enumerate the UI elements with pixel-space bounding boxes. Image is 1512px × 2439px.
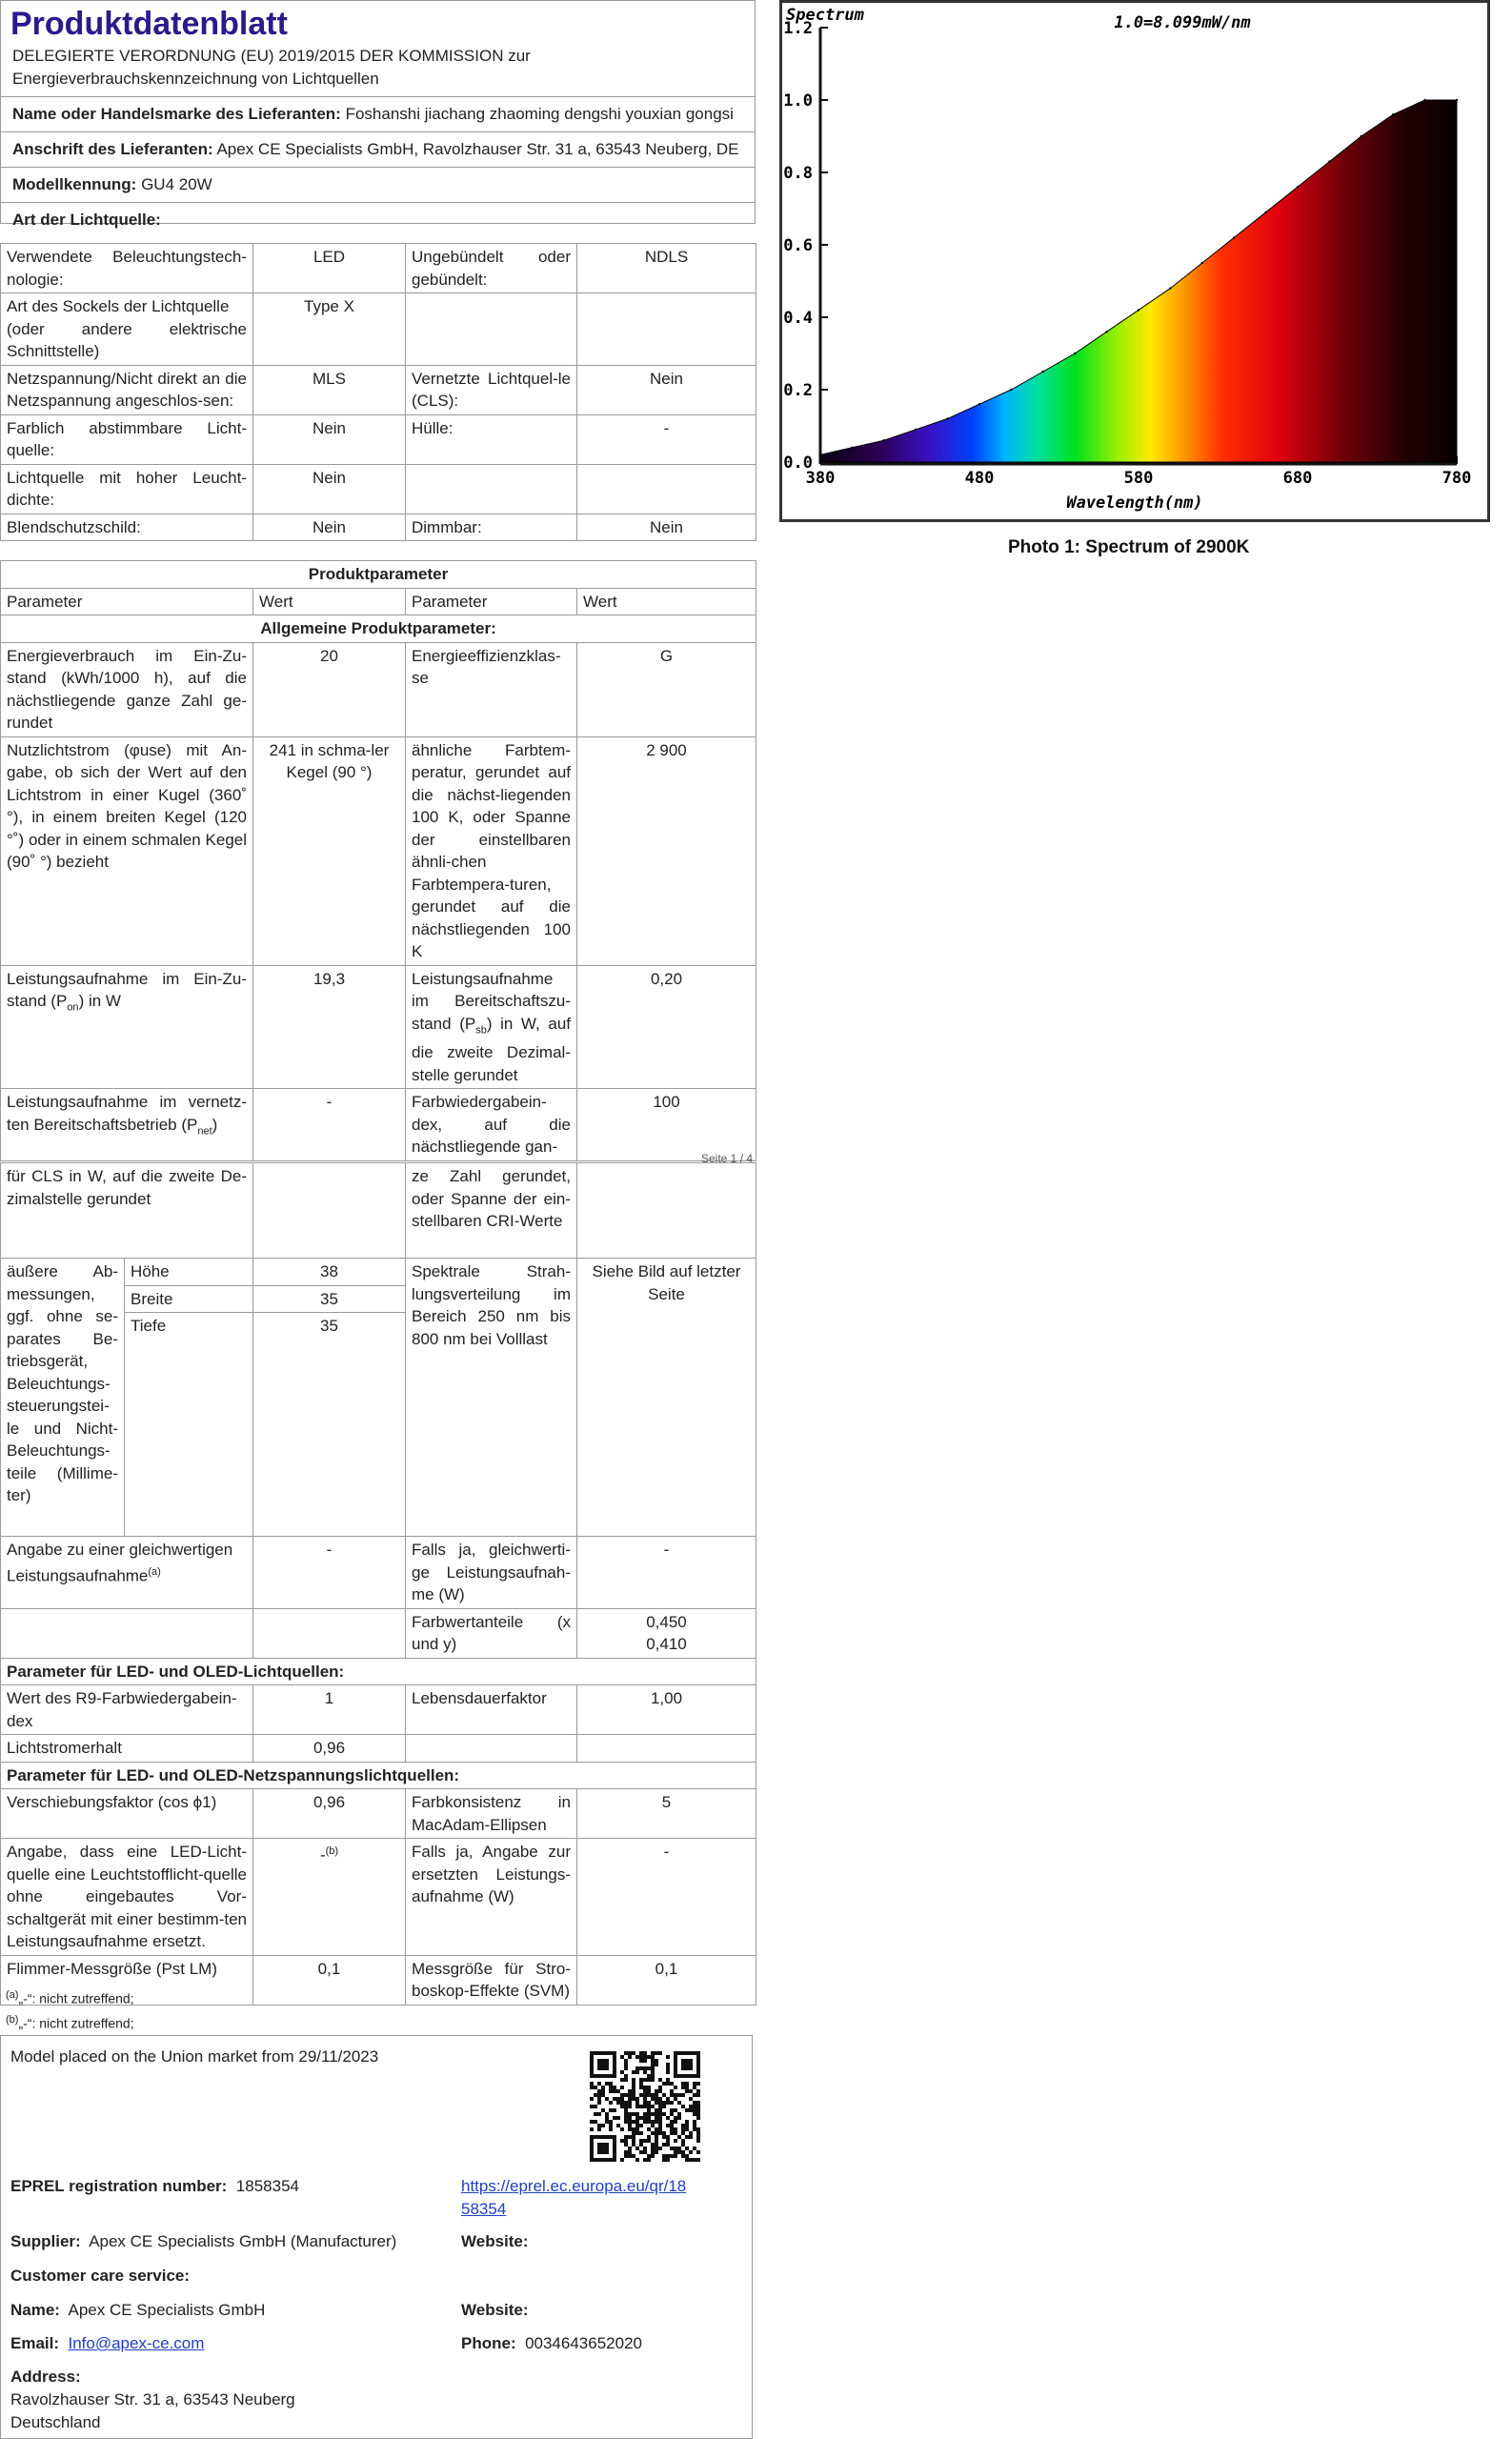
spectrum-chart bbox=[782, 3, 1487, 519]
x-tick-label: 380 bbox=[805, 469, 836, 488]
address-label: Address: bbox=[10, 2368, 81, 2386]
section-product-params: Produktparameter bbox=[1, 561, 756, 589]
website-label-1: Website: bbox=[461, 2232, 529, 2250]
cri-label-cont: ze Zahl gerundet, oder Spanne der ein-stellbaren CRI-Werte bbox=[406, 1163, 577, 1259]
col-header-param-1: Parameter bbox=[1, 588, 253, 615]
type-value: Nein bbox=[253, 464, 406, 514]
customer-care-row bbox=[10, 2265, 190, 2288]
spectrum-point bbox=[1456, 99, 1458, 101]
y-tick-label: 0.8 bbox=[783, 164, 813, 183]
params-block-2 bbox=[0, 1162, 756, 2006]
r9-value: 1 bbox=[253, 1685, 406, 1735]
customer-care-label: Customer care service: bbox=[10, 2267, 191, 2285]
energy-class-value: G bbox=[577, 642, 756, 736]
type-param: Verwendete Beleuchtungstech-nologie: bbox=[1, 244, 253, 293]
chroma-empty-1 bbox=[1, 1608, 253, 1658]
maint-empty-2 bbox=[577, 1735, 756, 1763]
flux-value: 241 in schma-ler Kegel (90 °) bbox=[253, 736, 406, 965]
section-led-params: Parameter für LED- und OLED-Lichtquellen: bbox=[1, 1658, 756, 1685]
footnote-a: $^{(a)}$„-“: nicht zutreffend; bbox=[6, 1989, 134, 2006]
pon-label: Leistungsaufnahme im Ein-Zu-stand $(P_{on})$ in W bbox=[1, 965, 253, 1089]
energy-consumption-label: Energieverbrauch im Ein-Zu-stand (kWh/1000 h), auf die nächstliegende ganze Zahl ge-rundet bbox=[1, 642, 253, 736]
spd-label: Spektrale Strah-lungsverteilung im Bereich 250 nm bis 800 nm bei Volllast bbox=[406, 1259, 577, 1537]
type-value-2: NDLS bbox=[577, 244, 756, 293]
cos-label: Verschiebungsfaktor (cos ϕ1) bbox=[1, 1789, 253, 1839]
phone-value: 0034643652020 bbox=[525, 2334, 642, 2352]
spectrum-point bbox=[1233, 236, 1235, 238]
spectrum-point bbox=[1264, 212, 1266, 213]
cct-label: ähnliche Farbtem-peratur, gerundet auf die nächst-liegenden 100 K, oder Spanne der einstellbaren ähnli-chen Farbtempera-turen, gerundet auf die nächstliegenden 100 K bbox=[406, 736, 577, 965]
type-value: MLS bbox=[253, 365, 406, 414]
type-param: Lichtquelle mit hoher Leucht-dichte: bbox=[1, 464, 253, 514]
care-name-label: Name: bbox=[10, 2301, 60, 2319]
spectrum-frame bbox=[779, 0, 1490, 522]
col-header-value-1: Wert bbox=[253, 588, 406, 615]
type-row bbox=[1, 365, 756, 414]
type-param: Blendschutzschild: bbox=[1, 514, 253, 541]
replace-w-value: - bbox=[577, 1839, 756, 1956]
type-row bbox=[1, 514, 756, 541]
psb-label: Leistungsaufnahme im Bereitschaftszu-stand $(P_{sb})$ in W, auf die zweite Dezimal-stelle gerundet bbox=[406, 965, 577, 1089]
eprel-link[interactable]: https://eprel.ec.europa.eu/qr/18 58354 bbox=[461, 2177, 687, 2218]
y-tick-label: 0.6 bbox=[783, 236, 813, 255]
y-tick-label: 1.2 bbox=[783, 19, 813, 38]
flux-label: Nutzlichtstrom (φuse) mit An-gabe, ob sich der Wert auf den Lichtstrom in einer Kugel (360˚ °), in einem breiten Kegel (120 °˚) oder in einem schmalen Kegel (90˚ °) bezieht bbox=[1, 736, 253, 965]
type-value-2 bbox=[577, 464, 756, 514]
energy-consumption-value: 20 bbox=[253, 642, 406, 736]
type-row bbox=[1, 293, 756, 366]
spectrum-point bbox=[1169, 287, 1171, 289]
replace-w-label: Falls ja, Angabe zur ersetzten Leistungs-aufnahme (W) bbox=[406, 1839, 577, 1956]
market-placement: Model placed on the Union market from 29/11/2023 bbox=[10, 2047, 379, 2066]
page-number: Seite 1 / 4 bbox=[701, 1152, 754, 1165]
type-value: Nein bbox=[253, 414, 406, 464]
spectrum-point bbox=[1361, 135, 1362, 137]
phone-row bbox=[461, 2332, 642, 2355]
y-tick-label: 0.2 bbox=[783, 381, 813, 400]
type-param-2: Dimmbar: bbox=[406, 514, 577, 541]
address-block bbox=[10, 2366, 295, 2434]
section-mains-params: Parameter für LED- und OLED-Netzspannungslichtquellen: bbox=[1, 1762, 756, 1789]
equiv-w-label: Falls ja, gleichwerti-ge Leistungsaufnah-me (W) bbox=[406, 1537, 577, 1609]
pnet-label-cont: für CLS in W, auf die zweite De-zimalstelle gerundet bbox=[1, 1163, 253, 1259]
address-line-1: Ravolzhauser Str. 31 a, 63543 Neuberg bbox=[10, 2390, 295, 2409]
type-value-2: - bbox=[577, 414, 756, 464]
type-param: Art des Sockels der Lichtquelle (oder andere elektrische Schnittstelle) bbox=[1, 293, 253, 366]
spectrum-point bbox=[915, 429, 917, 431]
maint-value: 0,96 bbox=[253, 1735, 406, 1763]
maint-label: Lichtstromerhalt bbox=[1, 1735, 253, 1763]
spd-value: Siehe Bild auf letzter Seite bbox=[577, 1259, 756, 1537]
qr-code-icon bbox=[590, 2051, 700, 2162]
eprel-reg-label: EPREL registration number: bbox=[10, 2177, 228, 2195]
type-label: Art der Lichtquelle: bbox=[12, 211, 161, 229]
spectrum-point bbox=[851, 447, 853, 449]
spectrum-point bbox=[1297, 186, 1299, 188]
life-label: Lebensdauerfaktor bbox=[406, 1685, 577, 1735]
flicker-value: 0,1 bbox=[253, 1955, 406, 2005]
spectrum-point bbox=[1042, 371, 1044, 373]
care-name-value: Apex CE Specialists GmbH bbox=[68, 2301, 266, 2319]
col-header-param-2: Parameter bbox=[406, 588, 577, 615]
pnet-value: - bbox=[253, 1089, 406, 1161]
model-label: Modellkennung: bbox=[12, 175, 137, 193]
equiv-w-value: - bbox=[577, 1537, 756, 1609]
supplier-name: Foshanshi jiachang zhaoming dengshi youxian gongsi bbox=[345, 105, 734, 123]
type-param-2: Hülle: bbox=[406, 414, 577, 464]
type-table bbox=[0, 243, 756, 541]
supplier-value: Apex CE Specialists GmbH (Manufacturer) bbox=[89, 2232, 397, 2250]
section-general-params: Allgemeine Produktparameter: bbox=[1, 615, 756, 643]
cct-value: 2 900 bbox=[577, 736, 756, 965]
supplier-address-label: Anschrift des Lieferanten: bbox=[12, 140, 213, 158]
macadam-label: Farbkonsistenz in MacAdam-Ellipsen bbox=[406, 1789, 577, 1839]
chroma-empty-2 bbox=[253, 1608, 406, 1658]
spectrum-point bbox=[1328, 160, 1330, 162]
website-row-2 bbox=[461, 2299, 529, 2322]
params-table-1 bbox=[0, 560, 756, 1161]
supplier-address-row bbox=[1, 131, 755, 167]
type-value: Nein bbox=[253, 514, 406, 541]
eprel-reg-number: 1858354 bbox=[235, 2177, 299, 2195]
eprel-link-wrap bbox=[461, 2175, 728, 2221]
cri-label: Farbwiedergabein-dex, auf die nächstliegende gan- bbox=[406, 1089, 577, 1161]
svm-value: 0,1 bbox=[577, 1955, 756, 2005]
equiv-value: - bbox=[253, 1537, 406, 1609]
life-value: 1,00 bbox=[577, 1685, 756, 1735]
depth-label: Tiefe bbox=[125, 1313, 253, 1537]
email-link[interactable]: Info@apex-ce.com bbox=[68, 2334, 205, 2352]
y-tick-label: 0.0 bbox=[783, 454, 813, 473]
type-value: Type X bbox=[253, 293, 406, 366]
pnet-value-cont bbox=[253, 1163, 406, 1259]
chroma-value: 0,450 0,410 bbox=[577, 1608, 756, 1658]
flicker-label: Flimmer-Messgröße (Pst LM) bbox=[1, 1955, 253, 2005]
website-label-2: Website: bbox=[461, 2301, 529, 2319]
email-label: Email: bbox=[10, 2334, 60, 2352]
spectrum-point bbox=[1423, 99, 1425, 101]
spectrum-point bbox=[1010, 389, 1012, 391]
header-block bbox=[0, 0, 756, 229]
y-tick-label: 1.0 bbox=[783, 91, 813, 111]
type-param-2 bbox=[406, 464, 577, 514]
type-row bbox=[1, 202, 755, 237]
depth-value: 35 bbox=[253, 1313, 406, 1537]
email-row bbox=[10, 2332, 204, 2355]
macadam-value: 5 bbox=[577, 1789, 756, 1839]
maint-empty-1 bbox=[406, 1735, 577, 1763]
type-param-2: Ungebündelt oder gebündelt: bbox=[406, 244, 577, 293]
cri-value: 100 bbox=[577, 1089, 756, 1161]
energy-class-label: Energieeffizienzklas-se bbox=[406, 642, 577, 736]
supplier-address: Apex CE Specialists GmbH, Ravolzhauser Str. 31 a, 63543 Neuberg, DE bbox=[216, 140, 739, 158]
type-table-block bbox=[0, 243, 756, 541]
height-label: Höhe bbox=[125, 1259, 253, 1286]
type-row bbox=[1, 244, 756, 293]
replace-label: Angabe, dass eine LED-Licht-quelle eine Leuchtstofflicht-quelle ohne eingebautes Vor-schaltgerät mit einer bestimm-ten Leistungsaufnahme ersetzt. bbox=[1, 1839, 253, 1956]
dims-label: äußere Ab-messungen, ggf. ohne se-parates Be-triebsgerät, Beleuchtungs-steuerungstei-le und Nicht-Beleuchtungs-teile (Millime-ter) bbox=[1, 1259, 125, 1537]
spectrum-point bbox=[1138, 309, 1139, 311]
eprel-reg-row bbox=[10, 2175, 299, 2198]
website-row-1 bbox=[461, 2230, 529, 2253]
footnote-b: $^{(b)}$„-“: nicht zutreffend; bbox=[6, 2014, 134, 2031]
regulation-text: DELEGIERTE VERORDNUNG (EU) 2019/2015 DER KOMMISSION zur Energieverbrauchskennzeichnung von Lichtquellen bbox=[12, 47, 531, 88]
type-value: LED bbox=[253, 244, 406, 293]
x-tick-label: 580 bbox=[1123, 469, 1154, 488]
type-param-2 bbox=[406, 293, 577, 366]
replace-value: -$^{(b)}$ bbox=[253, 1839, 406, 1956]
spectrum-point bbox=[819, 454, 821, 455]
chart-title: Spectrum bbox=[786, 6, 864, 25]
spectrum-point bbox=[978, 403, 980, 405]
type-param-2: Vernetzte Lichtquel-le (CLS): bbox=[406, 365, 577, 414]
spectrum-point bbox=[1392, 113, 1394, 115]
eprel-block bbox=[0, 2035, 753, 2439]
spectrum-point bbox=[1074, 353, 1076, 354]
x-tick-label: 480 bbox=[964, 469, 995, 488]
spectrum-point bbox=[1201, 262, 1203, 264]
x-axis-label: Wavelength(nm) bbox=[1066, 494, 1203, 513]
type-value-2 bbox=[577, 293, 756, 366]
cos-value: 0,96 bbox=[253, 1789, 406, 1839]
x-tick-label: 780 bbox=[1441, 469, 1472, 488]
r9-label: Wert des R9-Farbwiedergabein-dex bbox=[1, 1685, 253, 1735]
supplier-name-label: Name oder Handelsmarke des Lieferanten: bbox=[12, 105, 341, 123]
x-tick-label: 680 bbox=[1282, 469, 1313, 488]
type-value-2: Nein bbox=[577, 365, 756, 414]
chroma-label: Farbwertanteile (x und y) bbox=[406, 1608, 577, 1658]
spectrum-figure bbox=[779, 0, 1512, 572]
chart-annotation: 1.0=8.099mW/nm bbox=[1114, 13, 1251, 32]
spectrum-point bbox=[946, 417, 948, 419]
cri-value-cont bbox=[577, 1163, 756, 1259]
pon-value: 19,3 bbox=[253, 965, 406, 1089]
params-table-2 bbox=[0, 1162, 756, 2006]
spectrum-caption: Photo 1: Spectrum of 2900K bbox=[1008, 537, 1250, 557]
pnet-label: Leistungsaufnahme im vernetz-ten Bereitschaftsbetrieb $(P_{net})$ bbox=[1, 1089, 253, 1161]
model-row bbox=[1, 167, 755, 202]
spectrum-area bbox=[820, 100, 1457, 462]
page-title: Produktdatenblatt bbox=[10, 6, 288, 42]
phone-label: Phone: bbox=[461, 2334, 516, 2352]
svm-label: Messgröße für Stro-boskop-Effekte (SVM) bbox=[406, 1955, 577, 2005]
address-line-2: Deutschland bbox=[10, 2413, 101, 2431]
supplier-row bbox=[10, 2230, 396, 2253]
type-param: Netzspannung/Nicht direkt an die Netzspannung angeschlos-sen: bbox=[1, 365, 253, 414]
psb-value: 0,20 bbox=[577, 965, 756, 1089]
params-block-1 bbox=[0, 560, 756, 1161]
type-row bbox=[1, 464, 756, 514]
model-value: GU4 20W bbox=[141, 175, 212, 193]
spectrum-point bbox=[1105, 331, 1107, 333]
width-value: 35 bbox=[253, 1285, 406, 1313]
type-param: Farblich abstimmbare Licht-quelle: bbox=[1, 414, 253, 464]
width-label: Breite bbox=[125, 1285, 253, 1313]
equiv-label: Angabe zu einer gleichwertigen Leistungsaufnahme$^{(a)}$ bbox=[1, 1537, 253, 1609]
height-value: 38 bbox=[253, 1259, 406, 1286]
spectrum-point bbox=[883, 439, 885, 441]
supplier-label: Supplier: bbox=[10, 2232, 81, 2250]
y-tick-label: 0.4 bbox=[783, 309, 813, 328]
type-value-2: Nein bbox=[577, 514, 756, 541]
supplier-name-row bbox=[1, 96, 755, 131]
type-row bbox=[1, 414, 756, 464]
col-header-value-2: Wert bbox=[577, 588, 756, 615]
care-name-row bbox=[10, 2299, 265, 2322]
